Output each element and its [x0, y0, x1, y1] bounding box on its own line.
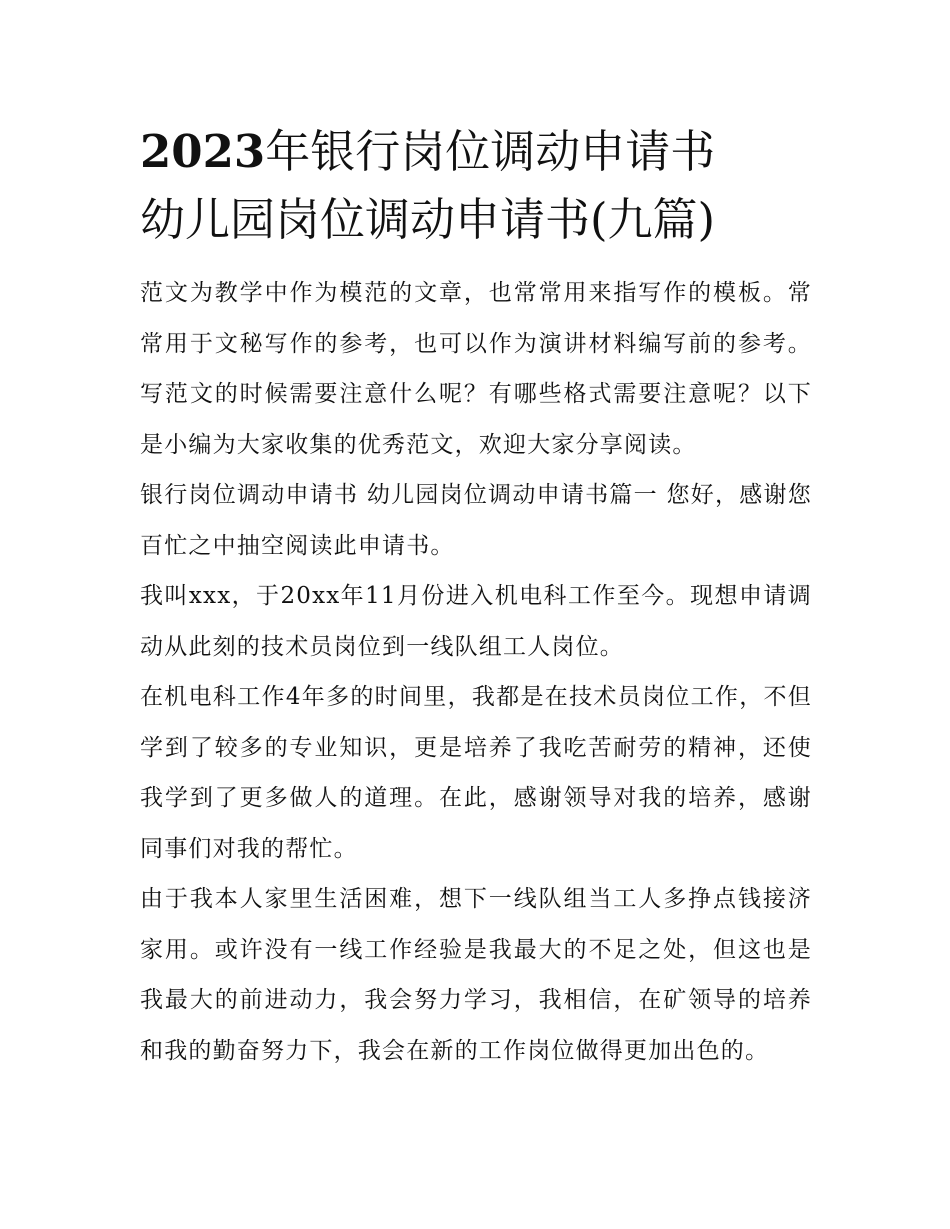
paragraph-experience: 在机电科工作4年多的时间里，我都是在技术员岗位工作，不但学到了较多的专业知识，更是培养了我吃苦耐劳的精神，还使我学到了更多做人的道理。在此，感谢领导对我的培养，感谢同事们对我的帮忙。 — [140, 684, 812, 862]
paragraph-self-intro: 我叫xxx，于20xx年11月份进入机电科工作至今。现想申请调动从此刻的技术员岗位到一线队组工人岗位。 — [140, 583, 812, 660]
title-line-1 — [140, 118, 812, 186]
document-title — [140, 118, 812, 254]
document-body — [140, 268, 812, 1076]
title-line-2: 幼儿园岗位调动申请书(九篇) — [140, 193, 716, 246]
paragraph-greeting: 银行岗位调动申请书 幼儿园岗位调动申请书篇一 您好，感谢您百忙之中抽空阅读此申请书。 — [140, 482, 812, 559]
paragraph-intro: 范文为教学中作为模范的文章，也常常用来指写作的模板。常常用于文秘写作的参考，也可以作为演讲材料编写前的参考。写范文的时候需要注意什么呢？有哪些格式需要注意呢？以下是小编为大家收集的优秀范文，欢迎大家分享阅读。 — [140, 280, 812, 458]
paragraph-reason: 由于我本人家里生活困难，想下一线队组当工人多挣点钱接济家用。或许没有一线工作经验是我最大的不足之处，但这也是我最大的前进动力，我会努力学习，我相信，在矿领导的培养和我的勤奋努力下，我会在新的工作岗位做得更加出色的。 — [140, 886, 812, 1064]
title-year: 2023 — [140, 125, 266, 178]
document-page — [140, 118, 812, 1076]
title-line-1-text: 年银行岗位调动申请书 — [265, 125, 716, 178]
